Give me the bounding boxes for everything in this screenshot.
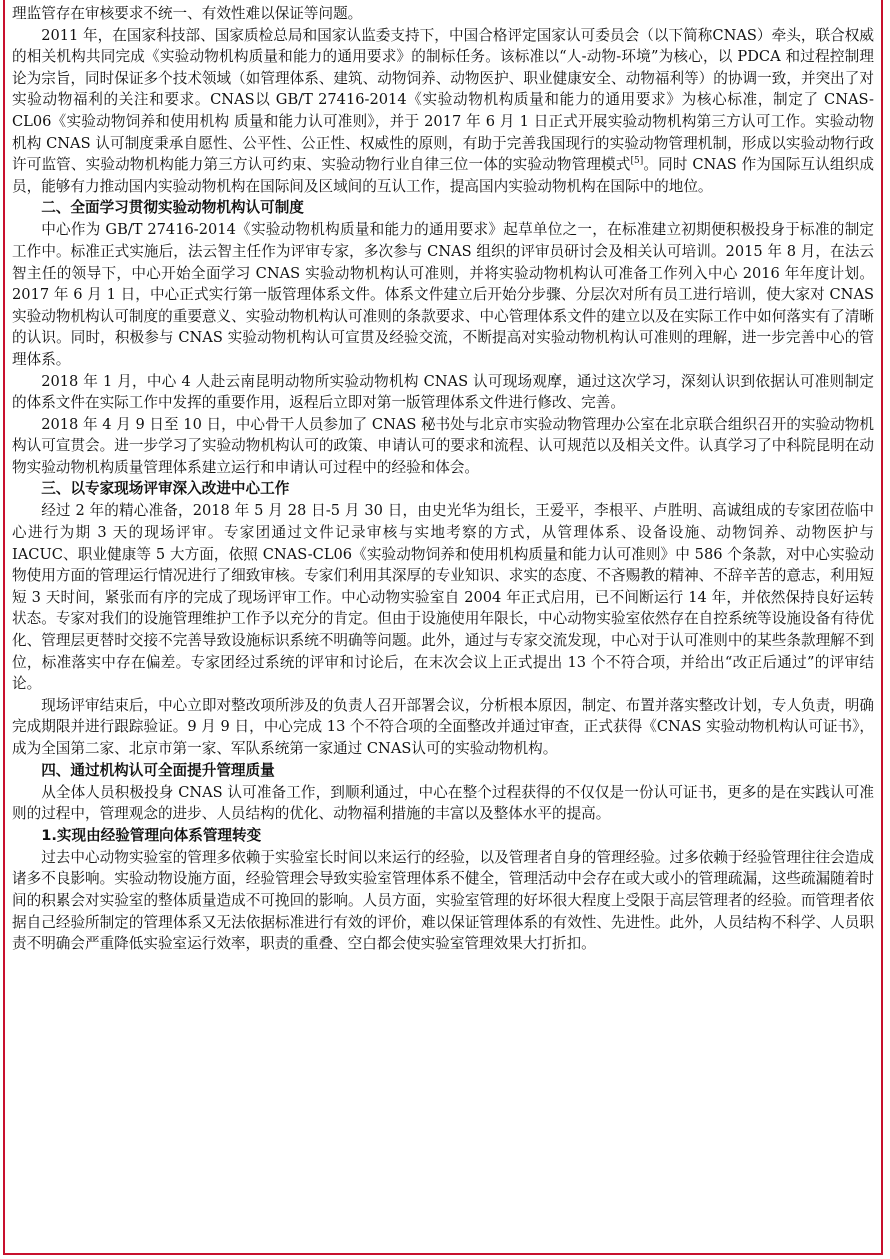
paragraph-cnas-background [12, 25, 874, 198]
subsection-heading-1: 1.实现由经验管理向体系管理转变 [41, 826, 262, 844]
citation-ref: [5] [630, 156, 644, 167]
section-heading-2: 二、全面学习贯彻实验动物机构认可制度 [41, 199, 304, 217]
paragraph-onsite-review: 经过 2 年的精心准备，2018 年 5 月 28 日-5 月 30 日，由史光华为组长，王爱平，李根平、卢胜明、高诚组成的专家团莅临中心进行为期 3 天的现场评审。专家团通过文件记录审核与实地考察的方式，从管理体系、设备设施、动物饲养、动物医护与 IACUC、职业健康等 5 大方面，依照 CNAS-CL06《实验动物饲养和使用机构质量和能力认可准则》中 586 个条款，对中心实验动物使用方面的管理运行情况进行了细致审核。专家们利用其深厚的专业知识、求实的态度、不吝赐教的精神、不辞辛苦的意志，利用短短 3 天时间，紧张而有序的完成了现场评审工作。中心动物实验室自 2004 年正式启用，已不间断运行 14 年，并依然保持良好运转状态。专家对我们的设施管理维护工作予以充分的肯定。但由于设施使用年限长，中心动物实验室依然存在自控系统等设施设备有待优化、管理层更替时交接不完善导致设施标识系统不明确等问题。此外，通过与专家交流发现，中心对于认可准则中的某些条款理解不到位，标准落实中存在偏差。专家团经过系统的评审和讨论后，在末次会议上正式提出 13 个不符合项，并给出“改正后通过”的评审结论。 [12, 502, 874, 693]
document-body [12, 3, 874, 955]
paragraph-rectification: 现场评审结束后，中心立即对整改项所涉及的负责人召开部署会议，分析根本原因，制定、布置并落实整改计划，专人负责，明确完成期限并进行跟踪验证。9 月 9 日，中心完成 13 个不符合项的全面整改并通过审查，正式获得《CNAS 实验动物机构认可证书》，成为全国第二家、北京市第一家、军队系统第一家通过 CNAS认可的实验动物机构。 [12, 696, 874, 757]
paragraph-text: 。同时 CNAS 作为国际互认组织成员，能够有力推动国内实验动物机构在国际间及区域间的互认工作，提高国内实验动物机构在国际中的地位。 [12, 156, 874, 195]
paragraph-continuation: 理监管存在审核要求不统一、有效性难以保证等问题。 [12, 5, 363, 22]
paragraph-improvement: 从全体人员积极投身 CNAS 认可准备工作，到顺利通过，中心在整个过程获得的不仅仅是一份认可证书，更多的是在实践认可准则的过程中，管理观念的进步、人员结构的优化、动物福利措施的丰富以及整体水平的提高。 [12, 783, 874, 823]
paragraph-kunming-visit: 2018 年 1 月，中心 4 人赴云南昆明动物所实验动物机构 CNAS 认可现场观摩，通过这次学习，深刻认识到依据认可准则制定的体系文件在实际工作中发挥的重要作用，返程后立即对第一版管理体系文件进行修改、完善。 [12, 372, 874, 412]
paragraph-beijing-meeting: 2018 年 4 月 9 日至 10 日，中心骨干人员参加了 CNAS 秘书处与北京市实验动物管理办公室在北京联合组织召开的实验动物机构认可宣贯会。进一步学习了实验动物机构认可的政策、申请认可的要求和流程、认可规范以及相关文件。认真学习了中科院昆明在动物实验动物机构质量管理体系建立运行和申请认可过程中的经验和体会。 [12, 415, 874, 476]
paragraph-experience-management: 过去中心动物实验室的管理多依赖于实验室长时间以来运行的经验，以及管理者自身的管理经验。过多依赖于经验管理往往会造成诸多不良影响。实验动物设施方面，经验管理会导致实验室管理体系不健全，管理活动中会存在或大或小的管理疏漏，这些疏漏随着时间的积累会对实验室的整体质量造成不可挽回的影响。人员方面，实验室管理的好坏很大程度上受限于高层管理者的经验。而管理者依据自己经验所制定的管理体系又无法依据标准进行有效的评价，难以保证管理体系的有效性、先进性。此外，人员结构不科学、人员职责不明确会严重降低实验室运行效率，职责的重叠、空白都会使实验室管理效果大打折扣。 [12, 848, 874, 953]
paragraph-text: 2011 年，在国家科技部、国家质检总局和国家认监委支持下，中国合格评定国家认可委员会（以下简称CNAS）牵头，联合权威的相关机构共同完成《实验动物机构质量和能力的通用要求》的制标任务。该标准以“人-动物-环境”为核心，以 PDCA 和过程控制理论为宗旨，同时保证多个技术领域（如管理体系、建筑、动物饲养、动物医护、职业健康安全、动物福利等）的协调一致，并突出了对实验动物福利的关注和要求。CNAS以 GB/T 27416-2014《实验动物机构质量和能力的通用要求》为核心标准，制定了 CNAS-CL06《实验动物饲养和使用机构 质量和能力认可准则》，并于 2017 年 6 月 1 日正式开展实验动物机构第三方认可工作。实验动物机构 CNAS 认可制度秉承自愿性、公平性、公正性、权威性的原则，有助于完善我国现行的实验动物管理机制，形成以实验动物行政许可监管、实验动物机构能力第三方认可约束、实验动物行业自律三位一体的实验动物管理模式 [12, 26, 874, 174]
section-heading-3: 三、以专家现场评审深入改进中心工作 [41, 480, 290, 498]
section-heading-4: 四、通过机构认可全面提升管理质量 [41, 761, 275, 779]
paragraph-study: 中心作为 GB/T 27416-2014《实验动物机构质量和能力的通用要求》起草单位之一，在标准建立初期便积极投身于标准的制定工作中。标准正式实施后，法云智主任作为评审专家，多次参与 CNAS 组织的评审员研讨会及相关认可培训。2015 年 8 月，在法云智主任的领导下，中心开始全面学习 CNAS 实验动物机构认可准则，并将实验动物机构认可准备工作列入中心 2016 年年度计划。2017 年 6 月 1 日，中心正式实行第一版管理体系文件。体系文件建立后开始分步骤、分层次对所有员工进行培训，使大家对 CNAS 实验动物机构认可制度的重要意义、实验动物机构认可准则的条款要求、中心管理体系文件的建立以及在实际工作中如何落实有了清晰的认识。同时，积极参与 CNAS 实验动物机构认可宣贯及经验交流，不断提高对实验动物机构认可准则的理解，进一步完善中心的管理体系。 [12, 221, 874, 368]
